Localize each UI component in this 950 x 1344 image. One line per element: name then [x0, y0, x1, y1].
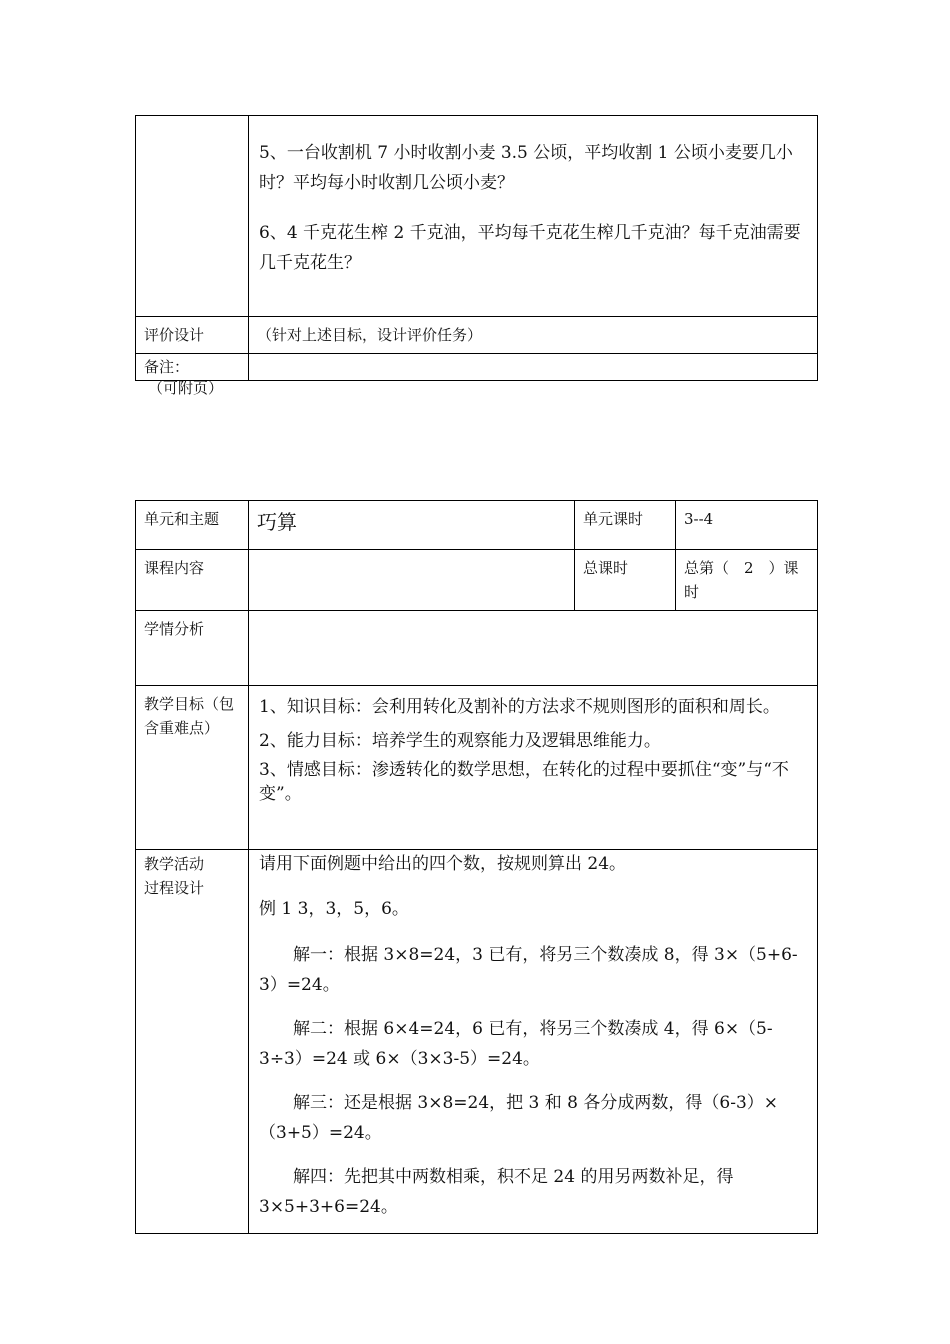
- course-label: 课程内容: [136, 550, 249, 611]
- activity-cell: [249, 850, 818, 1234]
- empty-label-cell: [136, 116, 249, 317]
- lesson-plan-table: [135, 500, 818, 1234]
- activity-label-line-1: 教学活动: [144, 855, 205, 873]
- goals-cell: [249, 686, 818, 850]
- activity-example: 例 1 3，3，5，6。: [259, 899, 409, 919]
- attach-note: （可附页）: [148, 379, 224, 397]
- solution-2: 解二：根据 6×4=24，6 已有，将另三个数凑成 4，得 6×（5-3÷3）=24 或 6×（3×3-5）=24。: [259, 1019, 773, 1069]
- remarks-label: 备注：: [136, 354, 249, 381]
- exercise-6: 6、4 千克花生榨 2 千克油，平均每千克花生榨几千克油？每千克油需要几千克花生？: [259, 223, 801, 273]
- unit-hours-value: 3--4: [676, 501, 818, 550]
- analysis-value: [249, 611, 818, 686]
- activity-intro: 请用下面例题中给出的四个数，按规则算出 24。: [259, 854, 627, 874]
- goal-knowledge: 1、知识目标：会利用转化及割补的方法求不规则图形的面积和周长。: [259, 697, 780, 717]
- solution-1: 解一：根据 3×8=24，3 已有，将另三个数凑成 8，得 3×（5+6-3）=24。: [259, 945, 798, 995]
- eval-value: （针对上述目标，设计评价任务）: [249, 317, 818, 354]
- solution-4: 解四：先把其中两数相乘，积不足 24 的用另两数补足，得 3×5+3+6=24。: [259, 1167, 734, 1217]
- eval-label: 评价设计: [136, 317, 249, 354]
- exercise-5: 5、一台收割机 7 小时收割小麦 3.5 公顷，平均收割 1 公顷小麦要几小时？平均每小时收割几公顷小麦？: [259, 143, 793, 193]
- course-value: [249, 550, 575, 611]
- activity-label: [136, 850, 249, 1234]
- goals-label: 教学目标（包含重难点）: [136, 686, 249, 850]
- activity-label-line-2: 过程设计: [144, 879, 205, 897]
- analysis-label: 学情分析: [136, 611, 249, 686]
- unit-value: 巧算: [249, 501, 575, 550]
- unit-hours-label: 单元课时: [575, 501, 676, 550]
- unit-label: 单元和主题: [136, 501, 249, 550]
- total-hours-label: 总课时: [575, 550, 676, 611]
- exercise-content-cell: [249, 116, 818, 317]
- solution-3: 解三：还是根据 3×8=24，把 3 和 8 各分成两数，得（6-3）×（3+5）=24。: [259, 1093, 779, 1143]
- lesson-table-continued: [135, 115, 818, 381]
- goal-ability: 2、能力目标：培养学生的观察能力及逻辑思维能力。: [259, 731, 661, 751]
- goal-emotion: 3、情感目标：渗透转化的数学思想，在转化的过程中要抓住“变”与“不变”。: [259, 760, 789, 804]
- remarks-value: [249, 354, 818, 381]
- total-hours-value: 总第（ 2 ）课时: [676, 550, 818, 611]
